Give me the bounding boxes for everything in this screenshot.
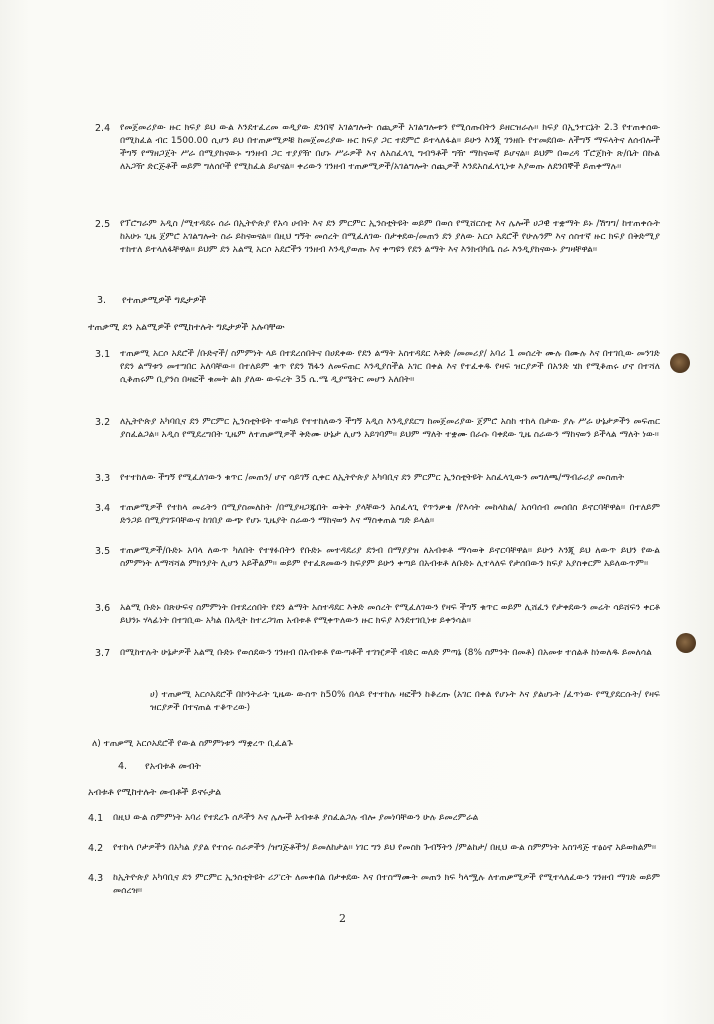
clause-4-2-text: የተከላ ቦታዎችን በአካል ያያል የተሰሩ ስራዎችን /ዝግጅቶችን/ ይመለከታል፡፡ ነገር ግን ይህ የመስክ ጉብኝትን /ምልከታ/ በዚህ ውል ስምምነት አስገዳጅ ተፅዕኖ አይወክልም፡፡ xyxy=(113,843,657,853)
punch-hole xyxy=(676,633,696,653)
clause-2-4-text: የመጀመሪያው ዙር ክፍያ ይህ ውል እንደተፈረመ ወዲያው ደንበኛ አገልግሎት ሰጪዎች አገልግሎቱን የሚሰጡበትን ይዘርዝራሉ፡፡ ክፍያ በኢንተርኔት 2.3 የተጠቀሰው በሚከፈል ብር 1500.00 ሲሆን ይህ በተጠቃሚዎቹ ከመጀመሪያው ዙር ክፍያ ጋር ተደምሮ ይተላለፋል፡፡ ይሁን እንጂ ገንዘቡ የተመደበው ለችግኝ ማፍላትና ለሰብሎች ችግኝ የማዘጋጀት ሥራ በሚያከናውኑ ግንዘብ ጋር ተያያዥ በሆኑ ሥራዎች እና ለአስፈላጊ ግብዓቶች ግዥ ማከናወኛ ይሆናል፡፡ ይህም በወረዳ ፕሮጀክት ጽ/ቤት በኩል ለአጋዥ ድርጅቶች ወይም ግለሰቦች የሚከፈል ይሆናል፡፡ ቀሪውን ገንዘብ ተጠቃሚዎች/አገልግሎት ሰጪዎች እንደአስፈላጊነቱ እያወጡ ለደንበኞች ይጠቀማሉ፡፡ xyxy=(120,123,660,173)
clause-3-1-text: ተጠቃሚ አርሶ አደሮች /ቡድኖች/ ስምምነት ላይ በተደረሰበትና በሀደቀው የደን ልማት አስተዳደር እቅድ /መመሪያ/ አባሪ 1 መሰረት ሙሉ በሙሉ እና በተገቢው መንገድ የደን ልማቱን መተግበር አለባቸው፡፡ በተለይም ቁጥ የደን ሽፋን ለመፍጠር እንዲያስችል አገር በቀል እና የተፈቀዱ የዛፍ ዝርያዎች በአንድ ሄክ የሚቆጠሩ ሆኖ በተሻለ ሲቆጠሩም ቢያንስ በዛፎች ቁመት ልክ ያለው ውፍረት 35 ሴ.ሜ ዲያሜትር መሆን አለበት፡፡ xyxy=(120,349,660,386)
clause-number: 4.2 xyxy=(88,843,104,854)
clause-3-2-text: ለኢትዮጵያ አካባቢና ደን ምርምር ኢንስቲትዩት ተወካይ የተተከለውን ችግኝ አዲስ እንዲያደርግ ከመጀመሪያው ጀምሮ አስከ ተከላ በታው ያሉ ሥራ ሁኔታዎችን መፍጠር ያስፈልጋል፡፡ አዲስ የሚደረግበት ጊዜም ለተጠቃሚዎች ቅድሙ ሁኔታ ሊሆን አይገባም፡፡ ይህም ማለት ተቋሙ በራሱ ባቀደው ጊዜ ስራውን ማከናወን ይችላል ማለት ነው፡፡ xyxy=(120,417,660,441)
clause-3-3-text: የተተከለው ችግኝ የሚፈለገውን ቁጥር /መጠን/ ሆኖ ሳይገኝ ሲቀር ለኢትዮጵያ አካባቢና ደን ምርምር ኢንስቲትዩት አስፈላጊውን መግለጫ/ማብራሪያ መስጠት xyxy=(120,473,625,483)
clause-number: 3.3 xyxy=(95,473,111,484)
clause-number: 3.6 xyxy=(95,603,111,614)
clause-3-7-text: በሚከተሉት ሁኔታዎች አልሚ ቡድኑ የወሰደውን ገንዘብ በአብቱቶ የውጣቶች ተገዢዎች ብድር ወለድ ምጣኔ (8% ስምንት በመቶ) በአመቱ ተሰልቶ ከነወለዱ ይመለሳል xyxy=(120,648,652,658)
clause-number: 2.4 xyxy=(95,123,111,134)
clause-3-7-item-b: ለ) ተጠቃሚ አርሶአደሮች የውል ስምምነቱን ማቋረጥ ቢፈልጉ xyxy=(92,739,293,749)
clause-2-5-text: የፕሮግራም አዲስ /ሚተዳደሩ ሰራ በኢትዮጵያ የአሳ ሀብት እና ደን ምርምር ኢንስቲትዩት ወይም በወሰ የሚሸርስቲ እና ሌሎች ሀጋዊ ተቋማት ይኑ /ሽግግ/ ከተጠቀሱት ከአሁኑ ጊዜ ጀምሮ አገልግሎት ስራ ይከናወናል፡፡ በዚህ ግኝት መሰረት በሚፈለገው በታቀደው/መጠን ደን ያለው አርሶ አደሮች የሁሉንም እና ሰስተኛ ዙር ክፍያ በቅድሚያ ተከተለ ይተላለፋቸዋል፡፡ ይህም ደን አልሚ አርሶ አደሮችን ገንዘብ እንዲያወጡ እና ቀጣዩን የደን ልማት እና እንክብካቤ ስራ እንዲያከናውኑ ያግዛቸዋል፡፡ xyxy=(120,219,660,256)
section-3-number: 3. xyxy=(97,295,107,306)
section-3-intro: ተጠቃሚ ደን አልሚዎች የሚከተሉት ግዴታዎች አሉባቸው xyxy=(88,322,285,333)
page-number: 2 xyxy=(339,912,346,925)
section-3-title: የተጠቃሚዎች ግዴታዎች xyxy=(122,295,207,306)
clause-number: 4.1 xyxy=(88,813,104,824)
clause-3-5-text: ተጠቃሚዎች/ቡድኑ አባላ ለውጥ ካለበት የተፃፉበትን የቡድኑ መተዳደሪያ ደንብ በማያያዝ ለአብቱቶ ማሳወቅ ይኖርባቸዋል፡፡ ይሁን እንጂ ይህ ለውጥ ይህን የውል ስምምነት ለማሻሻል ምክንያት ሊሆን አይችልም፡፡ ወይም የተፈጸመውን ክፍያም ይሁን ቀጣይ በአብቱቶ ለቡድኑ ሊተላለፍ የታሰበውን ክፍያ አያስቀርም አይለውጥም፡፡ xyxy=(120,546,660,570)
clause-number: 3.2 xyxy=(95,417,111,428)
section-4-number: 4. xyxy=(118,761,128,772)
clause-3-6-text: አልሚ ቡድኑ በጽሁፍና ስምምነት በተደረሰበት የደን ልማት አስተዳደር እቅድ መሰረት የሚፈለገውን የዛፍ ችግኝ ቁጥር ወይም ሊሸፈን የታቀደውን መሬት ሳይሸፍን ቀርቶ ይህንኑ ሃላፊነት በተገቢው አካል በአዲት ከተረጋገጠ አብቱቶ የሚቀጥለውን ዙር ክፍያ እንደተገቢነቱ ይቀንሳል፡፡ xyxy=(120,603,660,627)
clause-3-4-text: ተጠቃሚዎች የተከላ መሬትን በሚያስመለከት /በሚያዛጋጁበት ወቅት ያላቸውን አስፈላጊ የጥንቃቄ /የእሳት መከላከል/ አሰባሰብ መሰበስ ይኖርባቸዋል፡፡ በተለይም ድንጋይ በሚያገኙባቸውና ከገበያ ውጭ የሆኑ ጊዜያት ስራውን ማከናወን እና ማስቀጠል ግድ ይላል፡፡ xyxy=(120,503,660,527)
clause-number: 3.1 xyxy=(95,349,111,360)
clause-number: 4.3 xyxy=(88,873,104,884)
clause-number: 3.5 xyxy=(95,546,111,557)
section-4-intro: አብቱቶ የሚከተሉት መብቶች ይኖሩታል xyxy=(88,787,222,798)
punch-hole xyxy=(670,353,690,373)
clause-3-7-item-a: ሀ) ተጠቃሚ አርሶአደሮች በኮንትራት ጊዜው ውስጥ ከ50% በላይ የተተከሉ ዛፎችን ከቆረጡ (አገር በቀል የሆኑት እና ያልሆኑት /ፈጥነው የሚያደርሱት/ የዛፍ ዝርያዎች በተናጠል ተቆጥረው) xyxy=(150,690,660,714)
clause-4-3-text: ከኢትዮጵያ አካባቢና ደን ምርምር ኢንስቲትዩት ሪፖርት ለመቀበል በታቀደው እና በተስማሙት መጠን ክፍ ካላሟሉ ለተጠቃሚዎች የሚተላለፈውን ገንዘብ ማገድ ወይም መሰረዝ፡፡ xyxy=(113,873,660,897)
clause-number: 3.7 xyxy=(95,648,111,659)
clause-number: 3.4 xyxy=(95,503,111,514)
clause-number: 2.5 xyxy=(95,219,111,230)
clause-4-1-text: በዚህ ውል ስምምነት አባሪ የተደረጉ ሰዶችን እና ሌሎች አብቱቶ ያስፈልጋሉ ብሎ ያመነባቸውን ሁሉ ይመረምራል xyxy=(113,813,479,823)
section-4-title: የአብቱቶ መብት xyxy=(145,761,201,772)
